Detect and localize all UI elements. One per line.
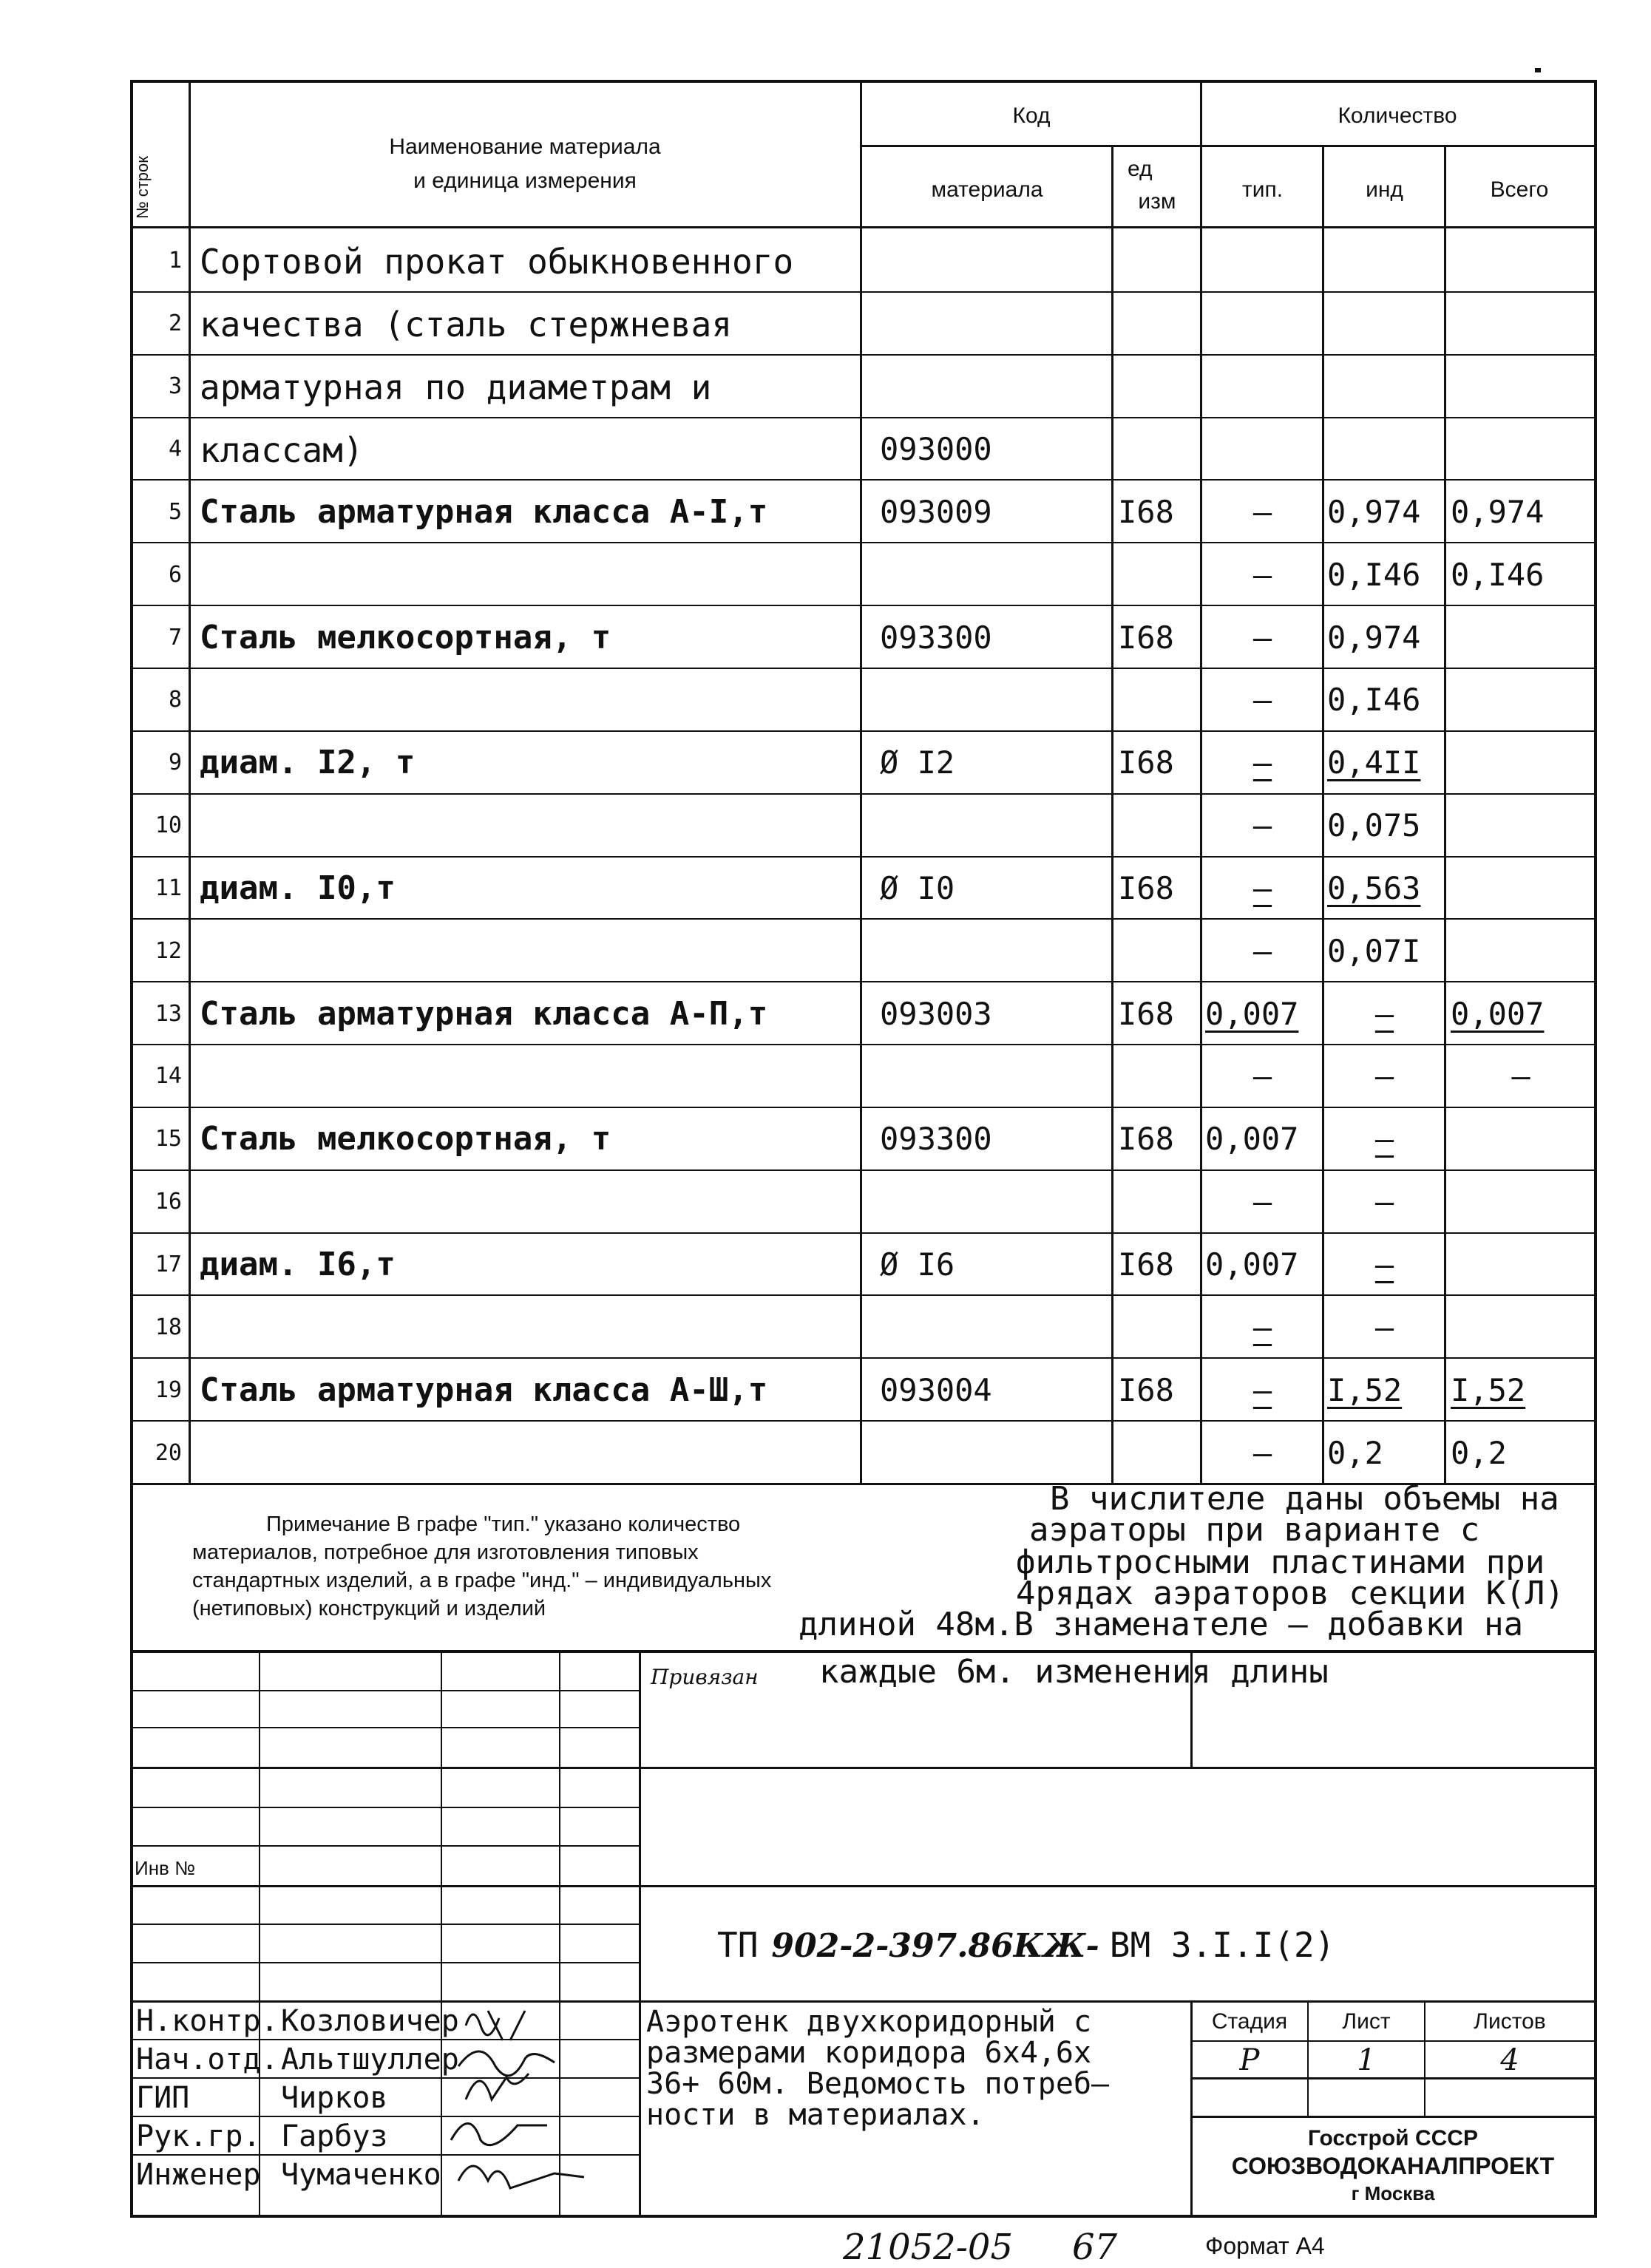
cell-name: качества (сталь стержневая	[200, 305, 733, 344]
cell-n: 15	[155, 1126, 182, 1152]
stamp-rule	[130, 1962, 640, 1963]
cell-ind: 0,974	[1327, 494, 1421, 530]
cell-n: 4	[168, 436, 182, 462]
cell-n: 18	[155, 1314, 182, 1340]
cell-n: 5	[168, 499, 182, 525]
org-line1: Госстрой СССР	[1308, 2126, 1478, 2150]
cell-typ: –	[1252, 807, 1272, 843]
row-number-label: № строк	[133, 156, 152, 219]
signature-4	[451, 2124, 547, 2145]
row-rule	[130, 542, 1597, 543]
cell-unit: I68	[1118, 1372, 1174, 1408]
quantity-header: Количество	[1338, 103, 1457, 128]
cell-total: 0,I46	[1451, 557, 1545, 593]
cell-total: 0,2	[1451, 1435, 1507, 1471]
sheet-value: 1	[1357, 2043, 1376, 2077]
row-rule	[130, 1169, 1597, 1171]
cell-typ: 0,007	[1205, 1246, 1299, 1283]
cell-n: 16	[155, 1189, 182, 1215]
stage-label: Стадия	[1211, 2009, 1288, 2034]
role-name: Гарбуз	[281, 2119, 388, 2153]
inv-label: Инв №	[135, 1857, 195, 1879]
stamp-rule	[130, 1767, 1597, 1769]
row-rule	[130, 354, 1597, 356]
row-rule	[130, 605, 1597, 606]
sheet-label: Лист	[1342, 2009, 1391, 2034]
stamp-rule	[1190, 2040, 1594, 2042]
cell-total: I,52	[1451, 1372, 1526, 1408]
cell-unit: I68	[1118, 619, 1174, 656]
note-typed-line4: 4рядах аэраторов секции К(Л)	[1016, 1575, 1564, 1612]
cell-ind: –	[1374, 1309, 1394, 1345]
frame-left	[130, 80, 133, 2218]
cell-ind: 0,563	[1327, 870, 1421, 906]
stamp-rule	[130, 1845, 640, 1847]
role-name: Чумаченко	[281, 2158, 441, 2192]
stamp-rule	[130, 1690, 640, 1691]
col-line-code	[860, 80, 862, 1484]
row-rule	[130, 1044, 1597, 1045]
role-label: Инженер	[136, 2158, 261, 2192]
row-rule	[130, 1232, 1597, 1234]
cell-ind: –	[1374, 996, 1394, 1032]
typ-header: тип.	[1241, 177, 1284, 202]
cell-typ: –	[1252, 744, 1272, 781]
page-number: 67	[1072, 2227, 1118, 2268]
format-label: Формат А4	[1205, 2233, 1325, 2259]
cell-ind: 0,974	[1327, 619, 1421, 656]
frame-bottom	[130, 2215, 1597, 2218]
cell-typ: 0,007	[1205, 996, 1299, 1032]
signature-2	[458, 2051, 555, 2076]
row-rule	[130, 1357, 1597, 1359]
note-printed-line4: (нетиповых) конструкций и изделий	[192, 1597, 546, 1620]
cell-n: 1	[168, 248, 182, 274]
cell-code: Ø I0	[880, 870, 955, 906]
cell-name: Сортовой прокат обыкновенного	[200, 242, 794, 282]
cell-typ: –	[1252, 1058, 1272, 1094]
cell-total: 0,974	[1451, 494, 1545, 530]
cell-code: 093000	[880, 431, 992, 467]
cell-typ: 0,007	[1205, 1121, 1299, 1157]
archive-number: 21052-05	[843, 2227, 1013, 2268]
cell-ind: 0,I46	[1327, 557, 1421, 593]
title-line4: ности в материалах.	[646, 2098, 985, 2132]
cell-code: 093004	[880, 1372, 992, 1408]
name-header-line1: Наименование материала	[389, 135, 661, 159]
total-header: Всего	[1490, 177, 1549, 202]
cell-unit: I68	[1118, 494, 1174, 530]
sheets-label: Листов	[1474, 2009, 1546, 2034]
stamp-rule	[1190, 2077, 1594, 2079]
cell-ind: –	[1374, 1246, 1394, 1283]
row-rule	[130, 730, 1597, 732]
unit-header-line1: ед	[1128, 157, 1153, 181]
sheets-value: 4	[1500, 2043, 1519, 2077]
note-typed-line3: фильтросными пластинами при	[1016, 1544, 1545, 1581]
cell-n: 19	[155, 1377, 182, 1403]
cell-code: 093300	[880, 619, 992, 656]
signature-1	[466, 2011, 525, 2040]
cell-total: –	[1511, 1058, 1530, 1094]
cell-ind: –	[1374, 1058, 1394, 1094]
cell-name: Сталь мелкосортная, т	[200, 619, 611, 656]
cell-name: Сталь арматурная класса А-П,т	[200, 995, 768, 1033]
cell-n: 9	[168, 750, 182, 775]
doc-code-hand: 902-2-397.86КЖ-	[771, 1927, 1099, 1965]
cell-total: 0,007	[1451, 996, 1545, 1032]
cell-typ: –	[1252, 1435, 1272, 1471]
stamp-rule	[130, 1885, 1597, 1887]
cell-ind: 0,2	[1327, 1435, 1383, 1471]
frame-top	[130, 80, 1597, 83]
row-rule	[130, 479, 1597, 481]
cell-n: 10	[155, 812, 182, 838]
note-typed-line1: В числителе даны объемы на	[1050, 1480, 1559, 1518]
cell-n: 17	[155, 1252, 182, 1277]
cell-code: 093009	[880, 494, 992, 530]
cell-code: 093300	[880, 1121, 992, 1157]
row-rule	[130, 668, 1597, 669]
material-header: материала	[931, 177, 1043, 202]
cell-n: 6	[168, 562, 182, 588]
cell-n: 20	[155, 1440, 182, 1466]
note-typed-line2: аэраторы при варианте с	[1029, 1511, 1480, 1549]
cell-ind: 0,07I	[1327, 933, 1421, 969]
cell-n: 8	[168, 687, 182, 713]
org-line3: г Москва	[1351, 2182, 1435, 2204]
stamp-rule	[130, 1727, 640, 1728]
row-rule	[130, 918, 1597, 920]
document-code	[717, 1925, 1335, 1965]
col-line-unit	[1111, 145, 1113, 1484]
cell-typ: –	[1252, 682, 1272, 718]
note-printed-line1: Примечание В графе "тип." указано количество	[266, 1512, 741, 1536]
cell-unit: I68	[1118, 870, 1174, 906]
code-header: Код	[1012, 103, 1051, 128]
col-line-total	[1444, 145, 1446, 1484]
cell-ind: 0,4II	[1327, 744, 1421, 781]
stamp-col-rule	[441, 1650, 442, 2216]
corner-mark	[1535, 68, 1541, 72]
cell-name: диам. I0,т	[200, 869, 396, 907]
role-label: Н.контр.	[136, 2004, 279, 2038]
note-printed-line3: стандартных изделий, а в графе "инд." – индивидуальных	[192, 1569, 772, 1592]
note-typed-line5: длиной 48м.В знаменателе – добавки на	[799, 1606, 1524, 1643]
role-name: Чирков	[281, 2081, 388, 2115]
row-rule	[130, 981, 1597, 982]
cell-unit: I68	[1118, 744, 1174, 781]
row-rule	[130, 793, 1597, 795]
cell-code: 093003	[880, 996, 992, 1032]
cell-name: диам. I6,т	[200, 1246, 396, 1283]
cell-n: 2	[168, 310, 182, 336]
stamp-rule	[130, 1807, 640, 1808]
cell-n: 7	[168, 625, 182, 651]
cell-name: Сталь арматурная класса А-Ш,т	[200, 1371, 768, 1409]
row-rule	[130, 1420, 1597, 1422]
signature-3	[466, 2074, 529, 2099]
cell-ind: 0,075	[1327, 807, 1421, 843]
stamp-rule	[130, 1924, 640, 1925]
row-rule	[130, 291, 1597, 293]
header-bottom-rule	[130, 226, 1597, 228]
name-header-line2: и единица измерения	[413, 169, 637, 193]
title-line1: Аэротенк двухкоридорный с	[646, 2005, 1092, 2039]
cell-unit: I68	[1118, 1121, 1174, 1157]
cell-typ: –	[1252, 1184, 1272, 1220]
frame-right	[1594, 80, 1597, 2218]
cell-n: 12	[155, 938, 182, 964]
cell-n: 11	[155, 875, 182, 901]
row-rule	[130, 1294, 1597, 1296]
note-printed-line2: материалов, потребное для изготовления типовых	[192, 1541, 699, 1564]
row-rule	[130, 856, 1597, 858]
org-line2: СОЮЗВОДОКАНАЛПРОЕКТ	[1231, 2153, 1555, 2179]
col-line-num	[189, 80, 191, 1484]
cell-ind: –	[1374, 1121, 1394, 1157]
cell-n: 3	[168, 373, 182, 399]
cell-name: диам. I2, т	[200, 744, 416, 781]
cell-n: 13	[155, 1001, 182, 1027]
role-label: Нач.отд.	[136, 2043, 279, 2077]
role-name: Козловичер	[281, 2004, 459, 2038]
col-line-ind	[1322, 145, 1324, 1484]
cell-n: 14	[155, 1063, 182, 1089]
bound-label: Привязан	[651, 1665, 759, 1689]
doc-code-suffix: ВМ 3.I.I(2)	[1109, 1925, 1335, 1965]
cell-unit: I68	[1118, 996, 1174, 1032]
role-label: Рук.гр.	[136, 2119, 261, 2153]
role-label: ГИП	[136, 2081, 190, 2115]
stamp-rule	[1190, 2116, 1594, 2118]
cell-typ: –	[1252, 1372, 1272, 1408]
ind-header: инд	[1366, 177, 1403, 202]
header-mid-rule	[861, 145, 1596, 147]
title-line3: 36+ 60м. Ведомость потреб–	[646, 2067, 1110, 2101]
col-line-typ	[1200, 80, 1202, 1484]
cell-typ: –	[1252, 557, 1272, 593]
unit-header-line2: изм	[1138, 189, 1176, 214]
doc-code-prefix: ТП	[717, 1925, 759, 1965]
cell-ind: 0,I46	[1327, 682, 1421, 718]
cell-name: Сталь мелкосортная, т	[200, 1120, 611, 1158]
signature-scribbles	[444, 1996, 643, 2218]
cell-unit: I68	[1118, 1246, 1174, 1283]
row-rule	[130, 417, 1597, 418]
stage-value: Р	[1239, 2043, 1260, 2077]
cell-typ: –	[1252, 619, 1272, 656]
cell-typ: –	[1252, 933, 1272, 969]
row-rule	[130, 1107, 1597, 1108]
cell-ind: –	[1374, 1184, 1394, 1220]
title-line2: размерами коридора 6х4,6х	[646, 2036, 1092, 2070]
signature-5	[458, 2166, 584, 2188]
cell-typ: –	[1252, 494, 1272, 530]
cell-ind: I,52	[1327, 1372, 1403, 1408]
cell-code: Ø I6	[880, 1246, 955, 1283]
cell-name: арматурная по диаметрам и	[200, 367, 712, 407]
stamp-rule	[130, 2000, 1597, 2003]
cell-code: Ø I2	[880, 744, 955, 781]
cell-name: Сталь арматурная класса А-I,т	[200, 493, 768, 531]
note-typed-line6: каждые 6м. изменения длины	[819, 1653, 1329, 1691]
cell-name: классам)	[200, 430, 364, 470]
role-name: Альтшуллер	[281, 2043, 459, 2077]
cell-typ: –	[1252, 1309, 1272, 1345]
cell-typ: –	[1252, 870, 1272, 906]
